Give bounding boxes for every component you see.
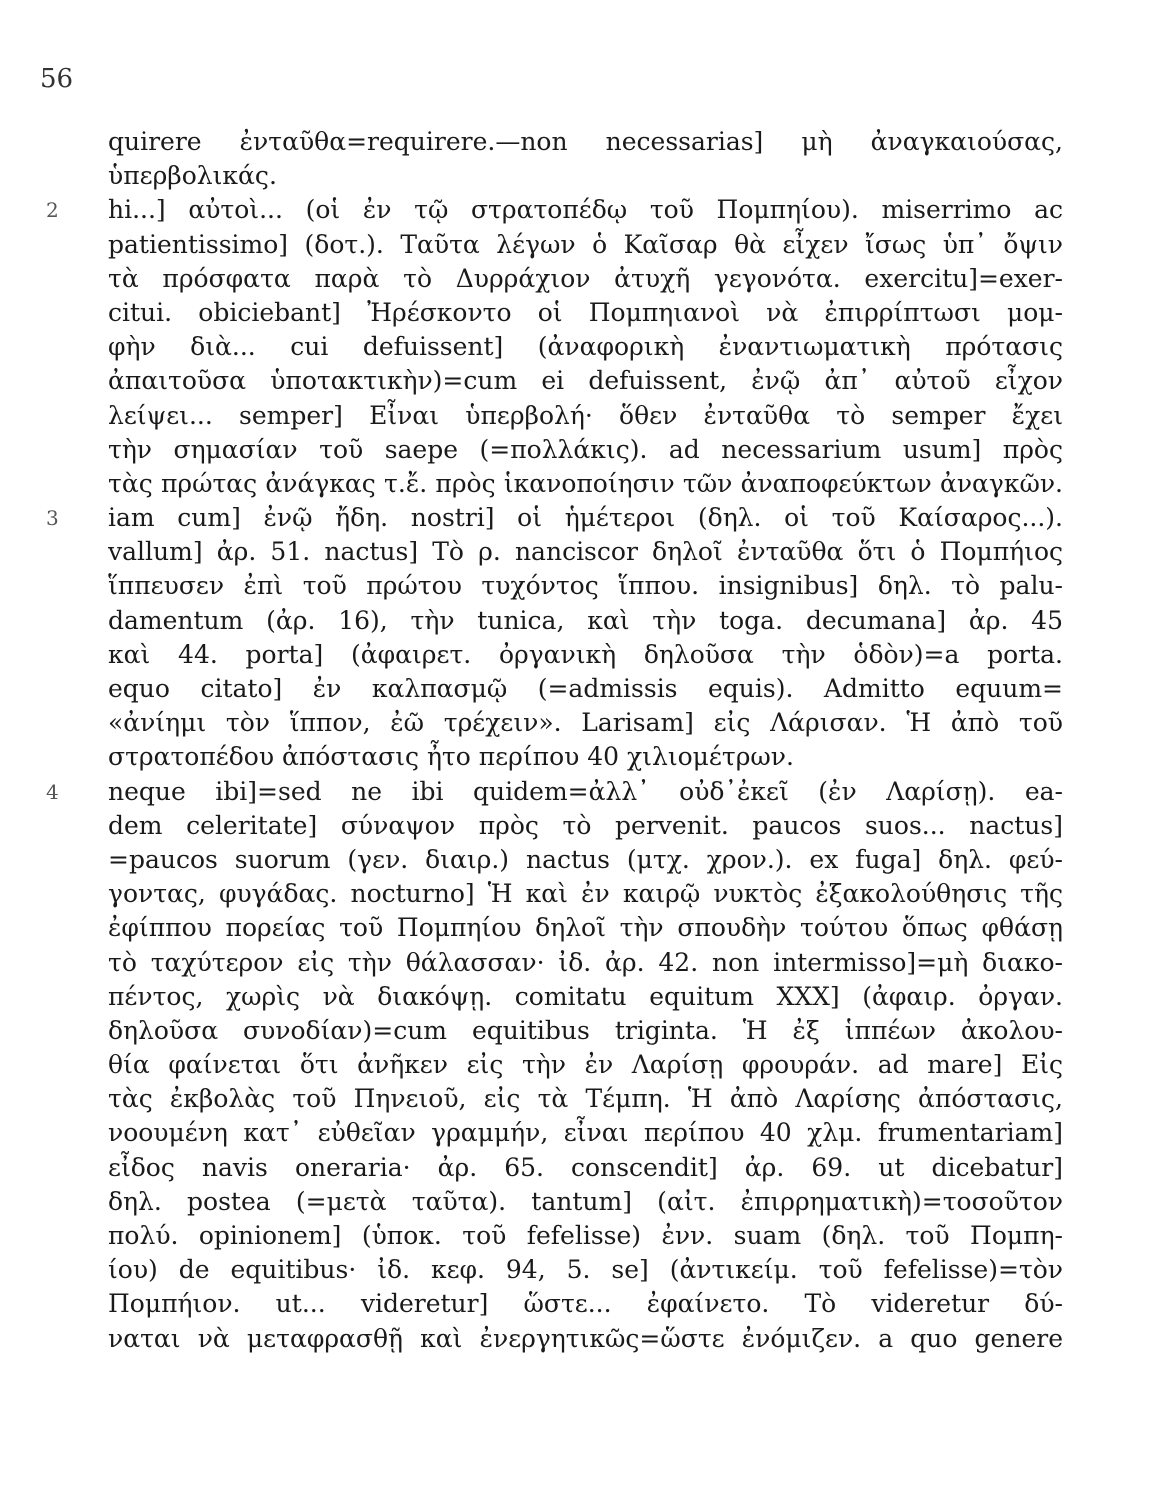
text-line: τὴν σημασίαν τοῦ saepe (=πολλάκις). ad necessarium usum] πρὸς [108, 434, 1063, 464]
text-line: citui. obiciebant] Ἠρέσκοντο οἱ Πομπηιανοὶ νὰ ἐπιρρίπτωσι μομ- [108, 297, 1063, 327]
paragraph-number: 3 [46, 506, 59, 531]
text-line: damentum (ἀρ. 16), τὴν tunica, καὶ τὴν toga. decumana] ἀρ. 45 [108, 605, 1063, 635]
text-line: θία φαίνεται ὅτι ἀνῆκεν εἰς τὴν ἐν Λαρίσῃ φρουράν. ad mare] Εἰς [108, 1050, 1063, 1080]
text-line: equo citato] ἐν καλπασμῷ (=admissis equis). Admitto equum= [108, 674, 1063, 703]
text-line: τὰ πρόσφατα παρὰ τὸ Δυρράχιον ἀτυχῆ γεγονότα. exercitu]=exer- [108, 263, 1063, 293]
text-line: patientissimo] (δοτ.). Ταῦτα λέγων ὁ Καῖσαρ θὰ εἶχεν ἴσως ὑπ᾿ ὄψιν [108, 229, 1063, 259]
text-line: quirere ἐνταῦθα=requirere.—non necessarias] μὴ ἀναγκαιούσας, [108, 127, 1063, 156]
commentary-text [108, 125, 1063, 1356]
text-line: ἀπαιτοῦσα ὑποτακτικὴν)=cum ei defuissent, ἐνῷ ἀπ᾿ αὐτοῦ εἶχον [108, 366, 1063, 396]
text-line: γοντας, φυγάδας. nocturno] Ἡ καὶ ἐν καιρῷ νυκτὸς ἐξακολούθησις τῆς [108, 879, 1063, 909]
text-line: ἵππευσεν ἐπὶ τοῦ πρώτου τυχόντος ἵππου. insignibus] δηλ. τὸ palu- [108, 571, 1063, 601]
text-line: hi...] αὐτοὶ... (οἱ ἐν τῷ στρατοπέδῳ τοῦ Πομπηίου). miserrimo ac [108, 195, 1063, 225]
paragraph-number: 4 [46, 779, 59, 804]
text-line: πέντος, χωρὶς νὰ διακόψῃ. comitatu equitum XXX] (ἀφαιρ. ὀργαν. [108, 981, 1063, 1011]
text-line: δηλοῦσα συνοδίαν)=cum equitibus triginta. Ἡ ἐξ ἱππέων ἀκολου- [108, 1015, 1063, 1045]
text-line: ἐφίππου πορείας τοῦ Πομπηίου δηλοῖ τὴν σπουδὴν τούτου ὅπως φθάσῃ [108, 913, 1063, 943]
text-line: ίου) de equitibus· ἰδ. κεφ. 94, 5. se] (ἀντικείμ. τοῦ fefelisse)=τὸν [108, 1255, 1063, 1285]
text-line: πολύ. opinionem] (ὑποκ. τοῦ fefelisse) ἐνν. suam (δηλ. τοῦ Πομπη- [108, 1221, 1063, 1250]
text-line: ὑπερβολικάς. [108, 161, 277, 191]
text-line: «ἀνίημι τὸν ἵππον, ἐῶ τρέχειν». Larisam] εἰς Λάρισαν. Ἡ ἀπὸ τοῦ [108, 708, 1063, 738]
text-line: vallum] ἀρ. 51. nactus] Τὸ ρ. nanciscor δηλοῖ ἐνταῦθα ὅτι ὁ Πομπήιος [108, 537, 1063, 567]
text-line: =paucos suorum (γεν. διαιρ.) nactus (μτχ. χρον.). ex fuga] δηλ. φεύ- [108, 844, 1063, 874]
text-line: εἶδος navis oneraria· ἀρ. 65. conscendit] ἀρ. 69. ut dicebatur] [108, 1152, 1063, 1182]
text-line: νοουμένη κατ᾿ εὐθεῖαν γραμμήν, εἶναι περίπου 40 χλμ. frumentariam] [108, 1118, 1063, 1148]
text-line: λείψει... semper] Εἶναι ὑπερβολή· ὅθεν ἐνταῦθα τὸ semper ἔχει [108, 400, 1063, 430]
text-line: καὶ 44. porta] (ἀφαιρετ. ὀργανικὴ δηλοῦσα τὴν ὁδὸν)=a porta. [108, 639, 1063, 669]
paragraph-number: 2 [46, 198, 59, 223]
text-line: neque ibi]=sed ne ibi quidem=ἀλλ᾿ οὐδ᾿ἐκεῖ (ἐν Λαρίσῃ). ea- [108, 776, 1063, 806]
text-line: iam cum] ἐνῷ ἤδη. nostri] οἱ ἡμέτεροι (δηλ. οἱ τοῦ Καίσαρος...). [108, 503, 1063, 533]
text-line: τὰς πρώτας ἀνάγκας τ.ἔ. πρὸς ἱκανοποίησιν τῶν ἀναποφεύκτων ἀναγκῶν. [108, 468, 1063, 498]
page-number: 56 [40, 64, 74, 94]
text-line: στρατοπέδου ἀπόστασις ἦτο περίπου 40 χιλιομέτρων. [108, 742, 794, 772]
text-line: ναται νὰ μεταφρασθῇ καὶ ἐνεργητικῶς=ὥστε ἐνόμιζεν. a quo genere [108, 1323, 1063, 1353]
text-line: dem celeritate] σύναψον πρὸς τὸ pervenit. paucos suos... nactus] [108, 810, 1063, 840]
text-line: φὴν διὰ... cui defuissent] (ἀναφορικὴ ἐναντιωματικὴ πρότασις [108, 332, 1063, 362]
text-line: τὸ ταχύτερον εἰς τὴν θάλασσαν· ἰδ. ἀρ. 42. non intermisso]=μὴ διακο- [108, 947, 1063, 977]
text-line: δηλ. postea (=μετὰ ταῦτα). tantum] (αἰτ. ἐπιρρηματικὴ)=τοσοῦτον [108, 1186, 1063, 1216]
text-line: Πομπήιον. ut... videretur] ὥστε... ἐφαίνετο. Τὸ videretur δύ- [108, 1289, 1063, 1319]
text-line: τὰς ἐκβολὰς τοῦ Πηνειοῦ, εἰς τὰ Τέμπη. Ἡ ἀπὸ Λαρίσης ἀπόστασις, [108, 1084, 1063, 1114]
